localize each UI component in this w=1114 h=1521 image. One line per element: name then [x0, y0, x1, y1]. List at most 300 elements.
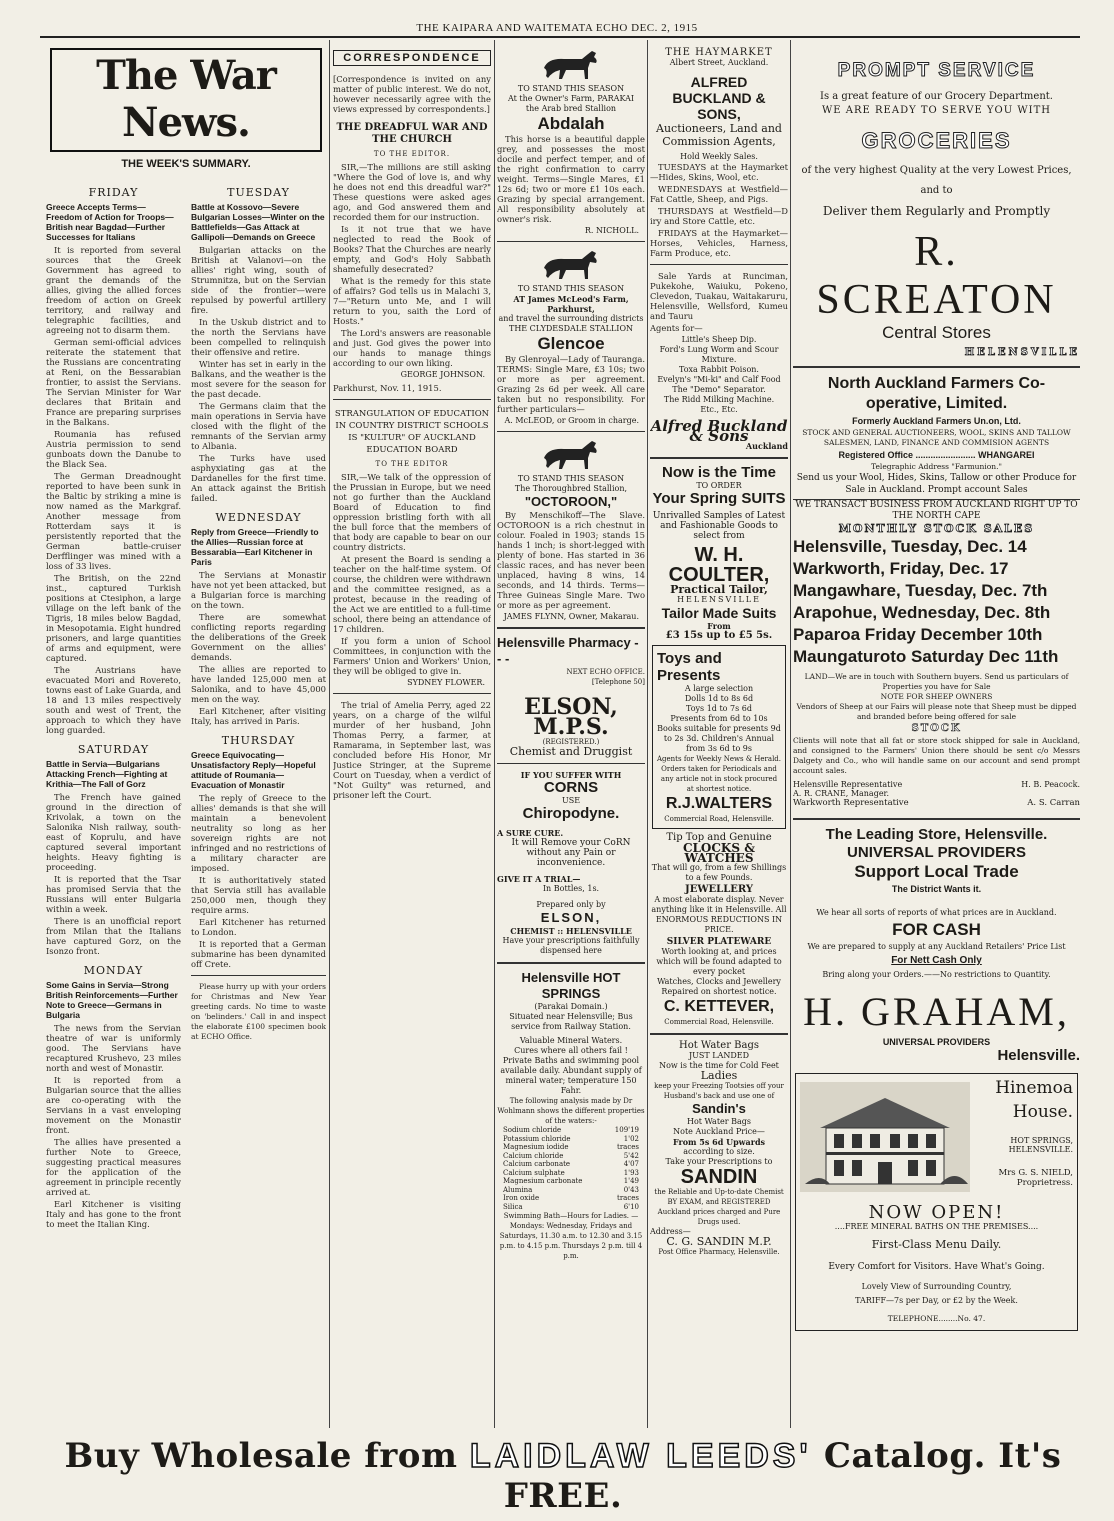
hinemoa-proprietress: Mrs G. S. NIELD, Proprietress. — [998, 1168, 1073, 1188]
analysis-item: Calcium chloride — [503, 1151, 564, 1160]
bags-label: Hot Water Bags — [686, 1117, 752, 1126]
stock-sale-date: Arapohue, Wednesday, Dec. 8th — [793, 603, 1051, 622]
rep-label: Warkworth Representative — [793, 798, 909, 808]
article-paragraph: Bulgarian attacks on the British at Valanovi—on the allies' right wing, south of Strumnitza, but on the Servian side of the frontier—were repulsed by powerful artillery fire. — [191, 245, 326, 315]
article-paragraph: The Servians at Monastir have not yet been attacked, but a Bulgarian force is marching on the town. — [191, 570, 326, 610]
hot-springs-cures: Cures where all others fail ! — [514, 1046, 628, 1055]
rep-name: A. S. Carran — [1027, 798, 1080, 808]
article-paragraph: The reply of Greece to the allies' demands is that she will maintain a benevolent neutrality so long as her sovereign rights are not infringed and no restrictions of a military character are imposed. — [191, 793, 326, 873]
jewellery-heading: JEWELLERY — [684, 884, 754, 895]
analysis-row — [497, 1160, 645, 1169]
agency-item: Etc., Etc. — [700, 405, 738, 414]
chemist-role: Chemist and Druggist — [509, 745, 633, 758]
sale-day: TUESDAYS at the Haymarket—Hides, Skins, Wool, etc. — [650, 162, 788, 182]
analysis-item: Iron oxide — [503, 1194, 540, 1202]
divider — [191, 975, 326, 976]
stallion-ad-abdalah — [497, 48, 645, 235]
haymarket-title: THE HAYMARKET — [665, 47, 773, 58]
cold-feet: Now is the time for Cold Feet — [659, 1061, 779, 1070]
bottle-price: In Bottles, 1s. — [542, 884, 600, 893]
agency-item: Ford's Lung Worm and Scour Mixture. — [659, 345, 779, 364]
haymarket-ad — [650, 48, 788, 451]
toys-title: Toys and Presents — [657, 650, 722, 684]
article-paragraph: It is reported that a German submarine has been dynamited off Crete. — [191, 939, 326, 969]
stallion-details: By Menschikoff—The Slave. OCTOROON is a rich chestnut in colour. Foaled in 1903; stands 15 hands 1 inch; is short-legged with plenty of bone. Has started in 36 classic races, and has never been unplaced, having 8 wins, 14 seconds, and 14 thirds. Terms—Three Guineas Single Mare. Two or more as per agreement. — [497, 510, 645, 610]
post-office: Post Office Pharmacy, Helensville. — [658, 1248, 780, 1256]
hinemoa-ad — [795, 1073, 1078, 1331]
to-order: TO ORDER — [696, 481, 742, 490]
stallion-place: At the Owner's Farm, PARAKAI — [507, 94, 635, 103]
analysis-value: 1'49 — [623, 1177, 639, 1185]
trial-heading: GIVE IT A TRIAL— — [497, 874, 581, 884]
support-local: Support Local Trade — [854, 862, 1019, 881]
analysis-value: traces — [617, 1143, 639, 1151]
letter-paragraph: If you form a union of School Committees, in conjunction with the Farmers' Union and Workers' Union, they will be obliged to give in. — [333, 636, 491, 676]
analysis-row — [497, 1152, 645, 1161]
correspondence-title: CORRESPONDENCE — [333, 50, 491, 66]
buckland-logo: Alfred Buckland & Sons — [650, 417, 788, 445]
hinemoa-house: House. — [1012, 1102, 1073, 1122]
universal-providers: UNIVERSAL PROVIDERS — [847, 844, 1026, 861]
article-paragraph: Earl Kitchener has returned to London. — [191, 917, 326, 937]
divider — [497, 431, 645, 432]
article-paragraph: It is reported from several sources that the Greek Government has agreed to grant the demands of the allies, giving the allied forces freedom of action on Greek territory, and railway and telegraphic facilities, and agreeing not to disarm them. — [46, 245, 181, 335]
toys-selection: A large selection — [684, 684, 754, 693]
divider — [333, 399, 491, 400]
farmers-ad — [793, 374, 1080, 808]
correspondence-disclaimer: [Correspondence is invited on any matter of public interest. We do not, however necessarily agree with the views expressed by correspondents.] — [333, 74, 491, 114]
letter-paragraph: The Lord's answers are reasonable and just. God gives the power into our hands to manage things according to our own liking. — [333, 328, 491, 368]
leading-store: The Leading Store, Helensville. — [825, 826, 1048, 843]
headline: Greece Equivocating—Unsatisfactory Reply—Hopeful attitude of Roumania—Evacuation of Monastir — [191, 750, 316, 790]
kettever-ad — [650, 833, 788, 1027]
stallion-ad-octoroon — [497, 438, 645, 621]
analysis-row — [497, 1169, 645, 1178]
hear-reports: We hear all sorts of reports of what prices are in Auckland. — [816, 908, 1057, 917]
sandins: Sandin's — [692, 1101, 746, 1116]
toys-books: Books suitable for presents 9d to 2s 3d. Children's Annual from 3s 6d to 9s — [657, 724, 781, 753]
toys-toys: Toys 1d to 7s 6d — [686, 704, 752, 713]
hinemoa-header — [800, 1078, 1073, 1196]
cure-heading: A SURE CURE. — [497, 828, 564, 838]
farmers-send: Send us your Wool, Hides, Skins, Tallow or other Produce for Sale in Auckland. Prompt account Sales — [796, 473, 1077, 495]
stallion-pharmacy-section — [497, 42, 645, 1427]
sandin-prices: Auckland prices charged and Pure Drugs used. — [657, 1208, 781, 1226]
analysis-value: 1'93 — [623, 1168, 639, 1177]
hot-springs-baths: Private Baths and swimming pool available daily. Abundant supply of mineral water; temperature 150 Fahr. — [500, 1056, 642, 1095]
sheep-note: Vendors of Sheep at our Fairs will please note that Sheep must be dipped and branded before being offered for sale — [796, 702, 1077, 721]
stock-sale-date: Maungaturoto Saturday Dec 11th — [793, 647, 1059, 666]
article-paragraph: It is authoritatively stated that Servia still has available 250,000 men, though they require arms. — [191, 875, 326, 915]
stallion-name: "OCTOROON," — [524, 494, 618, 509]
running-head: THE KAIPARA AND WAITEMATA ECHO DEC. 2, 1915 — [416, 22, 698, 34]
farmers-title: North Auckland Farmers Co-operative, Limited. — [827, 375, 1046, 412]
article-paragraph: Earl Kitchener is visiting Italy and has gone to the front to meet the Italian King. — [46, 1199, 181, 1229]
analysis-item: Alumina — [503, 1185, 533, 1194]
jewellery-display: A most elaborate display. Never anything like it in Helensville. All ENORMOUS REDUCTIONS IN PRICE. — [651, 895, 787, 934]
ladies: Ladies — [700, 1069, 738, 1082]
hot-springs-ad — [497, 970, 645, 1261]
comfort-line: Every Comfort for Visitors. Have What's Going. — [828, 1262, 1045, 1272]
stallion-place: AT James McLeod's Farm, Parkhurst, — [513, 294, 629, 314]
day-heading: MONDAY — [83, 964, 144, 977]
sale-day: WEDNESDAYS at Westfield—Fat Cattle, Sheep, and Pigs. — [650, 184, 788, 204]
kettever-address: Commercial Road, Helensville. — [664, 1018, 774, 1026]
pharmacy-ad — [497, 635, 645, 956]
analysis-row — [497, 1143, 645, 1152]
screaton-ad — [793, 60, 1080, 360]
rep-line — [793, 798, 1080, 808]
logo-place: Auckland — [745, 441, 788, 451]
coulter-ad — [650, 465, 788, 641]
stallion-breed: and travel the surrounding districts THE CLYDESDALE STALLION — [498, 314, 644, 333]
coulter-town: HELENSVILLE — [677, 595, 761, 604]
and-to: and to — [920, 185, 953, 196]
sale-day: FRIDAYS at the Haymarket—Horses, Vehicles, Harness, Farm Produce, etc. — [650, 228, 788, 258]
analysis-row — [497, 1126, 645, 1135]
now-open: NOW OPEN! — [868, 1202, 1005, 1223]
column-rule — [329, 40, 330, 1428]
coulter-role: Practical Tailor, — [670, 583, 768, 596]
stock-sale-date: Helensville, Tuesday, Dec. 14 — [793, 537, 1027, 556]
stock-heading: STOCK — [911, 723, 962, 734]
tariff-line: TARIFF—7s per Day, or £2 by the Week. — [855, 1296, 1018, 1305]
war-news-right-column — [191, 178, 326, 1231]
letter-place-date: Parkhurst, Nov. 11, 1915. — [333, 383, 442, 393]
walters-address: Commercial Road, Helensville. — [664, 815, 774, 823]
article-paragraph: There is an unofficial report from Milan that the Italians have captured Gorz, on the Isonzo front. — [46, 916, 181, 956]
hinemoa-place: HOT SPRINGS, HELENSVILLE. — [1008, 1136, 1073, 1154]
bring-orders: Bring along your Orders.——No restrictions to Quantity. — [822, 970, 1051, 979]
stallion-ad-glencoe — [497, 248, 645, 425]
agency-item: The "Demo" Separator. — [672, 385, 766, 394]
farmers-stock: STOCK AND GENERAL AUCTIONEERS, WOOL, SKINS AND TALLOW SALESMEN, LAND, FINANCE AND COMMISION AGENTS — [802, 428, 1071, 447]
clients-note: Clients will note that all fat or store stock shipped for sale in Auckland, and consigned to the Farmers' Union there should be sent c/o Messrs Dalgety and Co., who will handle same on our account and send prompt account sales. — [793, 736, 1080, 775]
unrivalled: Unrivalled Samples of Latest and Fashionable Goods to select from — [652, 511, 786, 541]
banner-brand: LAIDLAW LEEDS' — [469, 1437, 812, 1475]
merchants-section — [650, 42, 788, 1427]
war-news-left-column — [46, 178, 181, 1231]
manager: A. R. CRANE, Manager. — [793, 789, 890, 798]
quality-line: of the very highest Quality at the very Lowest Prices, — [801, 165, 1072, 176]
analysis-value: 0'43 — [623, 1185, 639, 1194]
article-paragraph: The news from the Servian theatre of war is uniformly good. The Servians have recaptured Krushevo, 23 miles north and west of Monastir. — [46, 1023, 181, 1073]
divider — [497, 627, 645, 629]
hot-springs-waters: Valuable Mineral Waters. — [519, 1036, 623, 1045]
sale-day: THURSDAYS at Westfield—D iry and Store Cattle, etc. — [650, 206, 788, 226]
stallion-intro: TO STAND THIS SEASON — [517, 284, 625, 293]
banner-text: Buy Wholesale from — [64, 1436, 458, 1476]
war-news-title: The War News. — [50, 48, 322, 152]
rep-name: H. B. Peacock. — [1021, 780, 1080, 789]
product-name: Chiropodyne. — [522, 805, 620, 822]
article-paragraph: Roumania has refused Austria permission to send gunboats down the Danube to the Black Sea. — [46, 429, 181, 469]
house-illustration — [800, 1082, 970, 1192]
divider — [497, 962, 645, 964]
prepared-label: Prepared only by — [536, 900, 606, 909]
farmers-transact: WE TRANSACT BUSINESS FROM AUCKLAND RIGHT UP TO THE NORTH CAPE — [793, 499, 1080, 522]
headline: Reply from Greece—Friendly to the Allies—Russian force at Bessarabia—Earl Kitchener in Paris — [191, 527, 319, 567]
analysis-item: Calcium sulphate — [503, 1168, 565, 1177]
prompt-service: PROMPT SERVICE — [837, 60, 1036, 81]
keep-note: keep your Freezing Tootsies off your Husband's back and use one of — [654, 1082, 784, 1100]
analysis-row — [497, 1135, 645, 1144]
letter-salutation: TO THE EDITOR. — [373, 150, 451, 158]
stallion-intro: TO STAND THIS SEASON — [517, 84, 625, 93]
analysis-item: Magnesium carbonate — [503, 1177, 583, 1185]
divider — [650, 264, 788, 265]
chemist-name: ELSON, M.P.S. — [524, 694, 618, 740]
for-cash: FOR CASH — [892, 920, 981, 939]
suit-price: £3 15s up to £5 5s. — [665, 630, 773, 641]
elson-name: ELSON, — [540, 910, 602, 925]
letter-title: THE DREADFUL WAR AND THE CHURCH — [336, 122, 488, 145]
monthly-stock-sales: MONTHLY STOCK SALES — [838, 522, 1035, 535]
article-paragraph: The allies have presented a further Note to Greece, suggesting practical measures for the application of the agreement in principle recently arrived at. — [46, 1137, 181, 1197]
letter-title: STRANGULATION OF EDUCATION IN COUNTRY DISTRICT SCHOOLS IS "KULTUR" OF AUCKLAND EDUCATION BOARD — [334, 409, 490, 455]
stallion-owner: A. McLEOD, or Groom in charge. — [504, 416, 639, 425]
groceries-heading: GROCERIES — [861, 128, 1012, 153]
hot-springs-situated: Situated near Helensville; Bus service from Railway Station. — [509, 1012, 633, 1031]
screaton-name: R. SCREATON — [816, 229, 1057, 323]
toys-agents: Agents for Weekly News & Herald. Orders taken for Periodicals and any article not in stock procured at shortest notice. — [657, 755, 782, 793]
pharmacy-name: Helensville Pharmacy - - - — [497, 635, 639, 666]
analysis-row — [497, 1194, 645, 1203]
letter-paragraph: SIR,—The millions are still asking "Where the God of love is, and why he does not end this dreadful war?" These questions were asked ages ago, and God answered them and recorded them for our instruction. — [333, 162, 491, 222]
screaton-town: HELENSVILLE — [964, 347, 1080, 358]
hot-springs-subtitle: (Parakai Domain.) — [534, 1002, 608, 1011]
pharmacy-location: NEXT ECHO OFFICE. — [566, 668, 645, 676]
divider — [793, 818, 1080, 820]
analysis-value: 6'10 — [623, 1202, 639, 1211]
agency-item: Little's Sheep Dip. — [681, 335, 757, 344]
bag-price: From 5s 6d Upwards — [672, 1137, 766, 1147]
horse-icon — [536, 248, 606, 282]
analysis-value: traces — [617, 1194, 639, 1202]
prepared-supply: We are prepared to supply at any Auckland Retailers' Price List — [807, 942, 1066, 951]
rep-line — [793, 780, 1080, 789]
analysis-value: 5'42 — [623, 1151, 639, 1160]
ready-to-serve: WE ARE READY TO SERVE YOU WITH — [822, 105, 1051, 116]
article-paragraph: The Germans claim that the main operations in Servia have closed with the flight of the remnants of the Servian army to Albania. — [191, 401, 326, 451]
analysis-item: Potassium chloride — [503, 1134, 571, 1143]
tip-top: Tip Top and Genuine — [666, 832, 772, 843]
chemist-town: CHEMIST :: HELENSVILLE — [510, 926, 632, 936]
article-paragraph: The German Dreadnought reported to have been sunk in the Baltic by striking a mine is now named as the Markgraf. Another message from Rotterdam says it is persistently reported that the German battle-cruiser Derfflinger was mined with a loss of 33 lives. — [46, 471, 181, 571]
prescriptions-note: Have your prescriptions faithfully dispensed here — [502, 936, 640, 955]
analysis-item: Calcium carbonate — [503, 1160, 571, 1168]
stallion-owner: R. NICHOLL. — [584, 226, 639, 235]
agency-item: The Ridd Milking Machine. — [663, 395, 775, 404]
graham-ad — [793, 826, 1080, 1063]
corns-heading: CORNS — [543, 779, 599, 796]
chemist-registered: (REGISTERED.) — [542, 738, 600, 746]
stallion-intro: TO STAND THIS SEASON — [517, 474, 625, 483]
headline: Battle in Servia—Bulgarians Attacking French—Fighting at Krithia—The Fall of Gorz — [46, 759, 168, 789]
column-rule — [790, 40, 791, 1428]
stallion-owner: JAMES FLYNN, Owner, Makarau. — [503, 612, 639, 621]
repair-note: Watches, Clocks and Jewellery Repaired on shortest notice. — [657, 977, 781, 996]
auckland-price-note: Note Auckland Price— — [673, 1127, 765, 1136]
sale-yards: Sale Yards at Runciman, Pukekohe, Waiuku, Pokeno, Clevedon, Tuakau, Waitakaruru, Helensville, Wellsford, Kumeu and Tauru — [650, 271, 788, 321]
bag-size-note: according to size. — [683, 1147, 755, 1156]
top-rule — [40, 36, 1080, 38]
central-stores: Central Stores — [882, 323, 991, 342]
divider — [650, 457, 788, 459]
hot-springs-title: Helensville HOT SPRINGS — [521, 970, 621, 1001]
agency-item: Evelyn's "Mi-ki" and Calf Food — [657, 375, 781, 384]
stores-section — [793, 42, 1080, 1427]
view-line: Lovely View of Surrounding Country, — [861, 1282, 1012, 1291]
divider — [333, 693, 491, 694]
silver-text: Worth looking at, and prices which will be found adapted to every pocket — [656, 947, 782, 976]
silver-heading: SILVER PLATEWARE — [666, 937, 772, 947]
nett-cash: For Nett Cash Only — [891, 955, 982, 966]
analysis-value: 1'02 — [623, 1134, 639, 1143]
free-baths: ....FREE MINERAL BATHS ON THE PREMISES.... — [834, 1222, 1039, 1231]
banner-text: Catalog. — [823, 1436, 986, 1476]
day-heading: SATURDAY — [77, 743, 150, 756]
article-paragraph: The Turks have used asphyxiating gas at the Dardanelles for the first time. An attack against the British failed. — [191, 453, 326, 503]
prescriptions-label: Take your Prescriptions to — [665, 1157, 773, 1166]
banner-text: It's FREE. — [503, 1436, 1062, 1516]
divider — [497, 241, 645, 242]
article-paragraph: Winter has set in early in the Balkans, and the weather is the most severe for the season for the past decade. — [191, 359, 326, 399]
graham-name: H. GRAHAM, — [803, 989, 1070, 1034]
analysis-table — [497, 1126, 645, 1211]
stallion-name: Abdalah — [537, 114, 605, 133]
letter-signature: SYDNEY FLOWER. — [407, 678, 485, 687]
headline: Some Gains in Servia—Strong British Reinforcements—Further Note to Greece—Germans in Bulgaria — [46, 980, 178, 1020]
stallion-breed: the Arab bred Stallion — [525, 104, 617, 113]
hinemoa-name: Hinemoa — [995, 1078, 1073, 1098]
rep-label: Helensville Representative — [793, 780, 903, 789]
stock-sale-date: Paparoa Friday December 10th — [793, 625, 1043, 644]
agency-item: Toxa Rabbit Poison. — [679, 365, 759, 374]
cure-text: It will Remove your CoRN without any Pain or inconvenience. — [511, 838, 631, 868]
menu-daily: First-Class Menu Daily. — [871, 1238, 1002, 1251]
address-label: Address— — [650, 1227, 691, 1236]
correspondence-section — [333, 42, 491, 1427]
grocery-feature: Is a great feature of our Grocery Department. — [820, 91, 1053, 102]
article-paragraph: In the Uskub district and to the north the Servians have been compelled to relinquish their offensive and retire. — [191, 317, 326, 357]
greeting-cards-note: Please hurry up with your orders for Christmas and New Year greeting cards. No time to waste on 'belinders.' Call in and inspect the elaborate £100 specimen book at ECHO Office. — [191, 982, 326, 1041]
sandin-reliable: the Reliable and Up-to-date Chemist BY EXAM, and REGISTERED — [654, 1188, 784, 1206]
hinemoa-name-block — [970, 1078, 1073, 1196]
from-label: From — [707, 621, 731, 631]
agents-label: Agents for— — [650, 323, 703, 333]
analysis-value: 4'07 — [623, 1160, 639, 1168]
article-paragraph: The allies are reported to have landed 125,000 men at Salonika, and to have 45,000 men on the way. — [191, 664, 326, 704]
hot-water-title: Hot Water Bags — [678, 1040, 760, 1051]
article-paragraph: The British, on the 22nd inst., captured Turkish positions at Ctesiphon, a large village on the left bank of the Tigris, 18 miles below Bagdad, in Mesopotamia. Eight hundred prisoners, and large quantities of arms and equipment, were captured. — [46, 573, 181, 663]
corns-intro: IF YOU SUFFER WITH — [520, 770, 622, 780]
article-paragraph: The Austrians have evacuated Mori and Rovereto, towns east of Lake Guarda, and 18 and 13 miles respectively south and west of Trent, the approach to which they have long guarded. — [46, 665, 181, 735]
letter-paragraph: Is it not true that we have neglected to read the Book of Books? That the Churches are nearly empty, and God's Holy Sabbath shamefully desecrated? — [333, 224, 491, 274]
letter-salutation: TO THE EDITOR — [375, 460, 449, 468]
bottom-banner — [46, 1436, 1080, 1516]
horse-icon — [536, 438, 606, 472]
haymarket-address: Albert Street, Auckland. — [669, 58, 769, 67]
land-note: LAND—We are in touch with Southern buyers. Send us particulars of Properties you have for Sale — [804, 672, 1069, 691]
analysis-item: Sodium chloride — [503, 1126, 562, 1134]
coulter-name: W. H. COULTER, — [668, 544, 770, 586]
farmers-office: Registered Office ........................ WHANGAREI — [838, 450, 1035, 460]
letter-paragraph: At present the Board is sending a teacher on the half-time system. Of course, the children were withdrawn and the committee resigned, as a protest, because in the reading of the Act we are entitled to a full-time school, there being an attendance of 17 children. — [333, 554, 491, 634]
use-label: USE — [561, 796, 581, 805]
day-heading: TUESDAY — [227, 186, 290, 199]
column-rule — [647, 40, 648, 1428]
walters-name: R.J.WALTERS — [665, 795, 773, 812]
stallion-details: By Glenroyal—Lady of Tauranga. TERMS: Single Mare, £3 10s; two or more as per agreement. Grazing 2s 6d per week. All care taken but no responsibility. For further particulars— — [497, 354, 645, 414]
letter-paragraph: SIR,—We talk of the oppression of the Prussian in Europe, but we need not go further than the Auckland Board of Education to find oppression bristling forth with all the bull force that the members of that body are capable to bear on our country districts. — [333, 472, 491, 552]
article-paragraph: German semi-official advices reiterate the statement that the Russians are concentrating at Reni, on the Bessarabian frontier, to assist the Servians. The Servian Minister for War declares that Britain and France are preparing surprises in the Balkans. — [46, 337, 181, 427]
war-news-section — [46, 42, 326, 1427]
sandin-name: SANDIN — [680, 1166, 758, 1188]
deliver-line: Deliver them Regularly and Promptly — [822, 204, 1051, 218]
headline: Battle at Kossovo—Severe Bulgarian Losses—Winter on the Battlefields—Gas Attack at Gallipoli—Demands on Greece — [191, 202, 325, 242]
district-wants: The District Wants it. — [891, 884, 982, 894]
toys-ad — [652, 645, 786, 829]
toys-dolls: Dolls 1d to 8s 6d — [684, 694, 754, 703]
firm-role: Auctioneers, Land and Commission Agents, — [656, 122, 782, 148]
firm-name: ALFRED BUCKLAND & SONS, — [672, 74, 766, 122]
sandin-ad — [650, 1041, 788, 1257]
analysis-item: Magnesium iodide — [503, 1143, 569, 1151]
stallion-name: Glencoe — [537, 334, 605, 353]
sandin-signature: C. G. SANDIN M.P. — [666, 1235, 772, 1248]
analysis-row — [497, 1177, 645, 1186]
article-paragraph: It is reported that the Tsar has promised Servia that the Russians will enter Bulgaria within a week. — [46, 874, 181, 914]
stock-sale-date: Warkworth, Friday, Dec. 17 — [793, 559, 1009, 578]
stallion-place: The Thoroughbred Stallion, — [514, 484, 628, 493]
hot-springs-analysis-intro: The following analysis made by Dr Wohlmann shows the different properties of the waters:- — [497, 1097, 645, 1125]
hinemoa-telephone: TELEPHONE........No. 47. — [887, 1314, 986, 1323]
sheep-note-title: NOTE FOR SHEEP OWNERS — [880, 692, 993, 701]
divider — [497, 763, 645, 764]
just-landed: JUST LANDED — [688, 1051, 750, 1060]
article-paragraph: It is reported from a Bulgarian source that the allies are co-operating with the Servians in a vast enveloping movement on the Monastir front. — [46, 1075, 181, 1135]
analysis-value: 109'19 — [614, 1126, 639, 1134]
analysis-item: Silica — [503, 1202, 523, 1211]
column-rule — [494, 40, 495, 1428]
toys-presents: Presents from 6d to 10s — [670, 714, 768, 723]
pharmacy-telephone: [Telephone 50] — [591, 678, 645, 686]
bath-hours: Swimming Bath—Hours for Ladies. —Mondays: Wednesday, Fridays and Saturdays, 11.30 a.m. to 12.30 and 3.15 p.m. to 4.15 p.m. Thursdays 2 p.m. till 4 p.m. — [499, 1212, 643, 1260]
farmers-telegraphic: Telegraphic Address "Farmunion." — [871, 462, 1002, 471]
now-heading: Now is the Time — [662, 464, 776, 481]
letter-signature: GEORGE JOHNSON. — [400, 370, 485, 379]
clocks-watches: CLOCKS & WATCHES — [682, 841, 756, 865]
stallion-details: This horse is a beautiful dapple grey, and possesses the most docile and perfect temper, and of the right confirmation to carry weight. Terms—Single Mares, £1 12s 6d; two or more £1 10s each. Grazing by special arrangement. All responsibility absolutely at owner's risk. — [497, 134, 645, 224]
kettever-name: C. KETTEVER, — [663, 998, 775, 1015]
letter-paragraph: What is the remedy for this state of affairs? God tells us in Malachi 3, 7—"Return unto Me, and I will return to you, saith the Lord of Hosts." — [333, 276, 491, 326]
stock-sale-date: Mangawhare, Tuesday, Dec. 7th — [793, 581, 1048, 600]
divider — [793, 366, 1080, 368]
day-heading: WEDNESDAY — [215, 511, 302, 524]
farmers-formerly: Formerly Auckland Farmers Un.on, Ltd. — [852, 416, 1021, 426]
trial-report: The trial of Amelia Perry, aged 22 years, on a charge of the wilful murder of her husband, John Thomas Perry, a farmer, at Ramarama, in September last, was concluded before His Honor, Mr Justice Stringer, at the Supreme Court on Tuesday, when a verdict of "Not Guilty" was returned, and prisoner left the Court. — [333, 700, 491, 800]
analysis-row — [497, 1186, 645, 1195]
day-heading: FRIDAY — [88, 186, 139, 199]
graham-town: Helensville. — [997, 1047, 1080, 1064]
analysis-row — [497, 1203, 645, 1212]
spring-suits: Your Spring SUITS — [652, 490, 786, 507]
clocks-price: That will go, from a few Shillings to a few Pounds. — [651, 863, 787, 882]
divider — [650, 1033, 788, 1035]
article-paragraph: Earl Kitchener, after visiting Italy, has arrived in Paris. — [191, 706, 326, 726]
horse-icon — [536, 48, 606, 82]
